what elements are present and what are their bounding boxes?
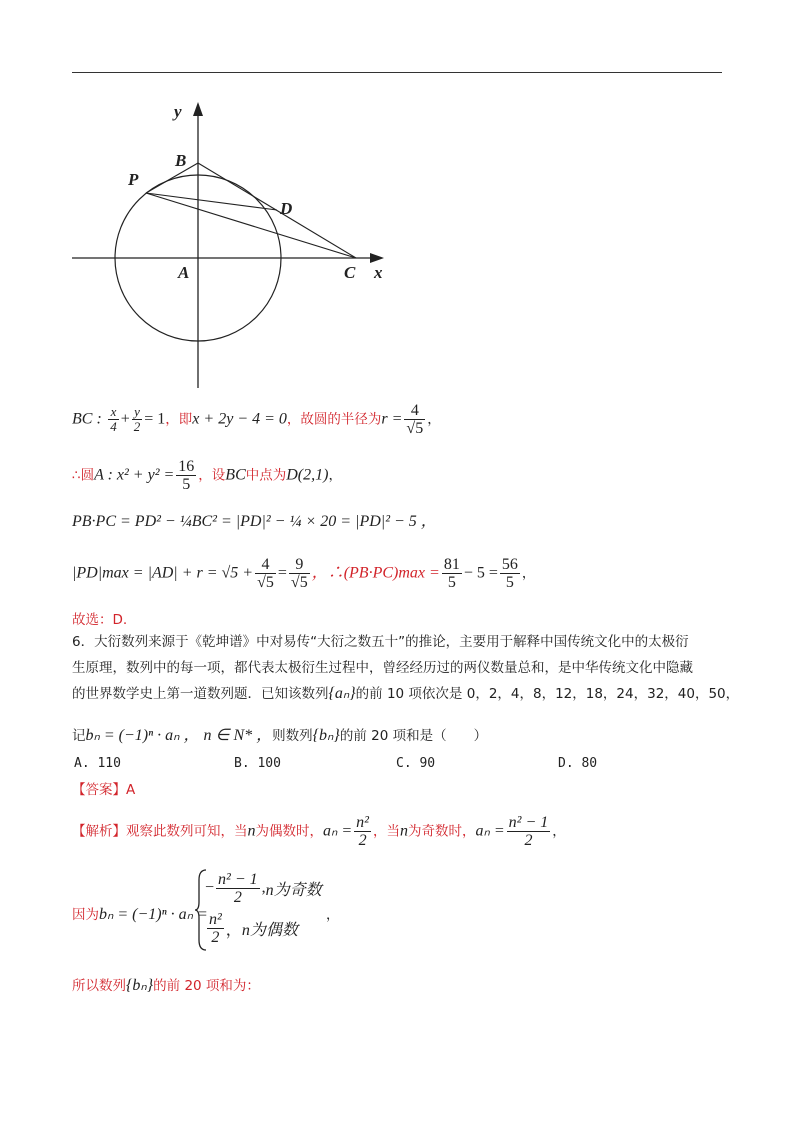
analysis-line: 【解析】观察此数列可知，当n为偶数时，aₙ = $\frac{\text{n²}}{2}$ ，当n为奇数时，aₙ = $\frac{\text{n² − 1}}{2}$ ，: [72, 814, 566, 849]
geometry-figure: [68, 96, 398, 396]
header-rule: [72, 72, 722, 73]
label-y: y: [174, 102, 182, 121]
q6-line3: 的世界数学史上第一道数列题．已知该数列{aₙ}的前 10 项依次是 0，2，4，8，12，18，24，32，40，50，: [72, 685, 740, 702]
label-A: A: [178, 263, 190, 282]
piecewise-comma: ，: [326, 907, 340, 923]
label-B: B: [175, 151, 187, 170]
choice-d: D. 80: [558, 756, 598, 771]
q6-line4: 记bₙ = (−1)ⁿ · aₙ ， n ∈ N* ，则数列{bₙ}的前 20 项和是（ ）: [72, 727, 488, 744]
choice-b: B. 100: [234, 756, 281, 771]
q6-line1: 6．大衍数列来源于《乾坤谱》中对易传“大衍之数五十”的推论，主要用于解释中国传统文化中的太极衍: [72, 634, 689, 650]
label-C: C: [344, 263, 356, 282]
conclusion: 故选：D.: [72, 612, 128, 628]
label-D: D: [280, 199, 293, 218]
answer: 【答案】A: [72, 782, 136, 798]
q6-line2: 生原理，数列中的每一项，都代表太极衍生过程中，曾经经历过的两仪数量总和，是中华传统文化中隐藏: [72, 660, 693, 676]
sum-line: 所以数列{bₙ}的前 20 项和为：: [72, 977, 260, 994]
label-x: x: [374, 263, 383, 282]
label-P: P: [128, 170, 139, 189]
max-line: |PD|max = |AD| + r = √5 + $\frac{4}{√5}$ = $\frac{9}{√5}$ ，∴(PB·PC)max = $\frac{81}{5}$ − 5 = $\frac{56}{5}$ ，: [72, 556, 536, 591]
piecewise: − $\frac{\text{n² − 1}}{2}$ , n为奇数 $\frac{\text{n²}}{2}$ ， n为偶数: [205, 870, 322, 946]
choice-a: A. 110: [74, 756, 121, 771]
circle-line: ∴圆A : x² + y² = $\frac{16}{5}$ ，设BC中点为D(2,1)，: [72, 458, 342, 493]
bc-line: BC : $\frac{x}{4}$ + $\frac{y}{2}$ = 1，即x + 2y − 4 = 0，故圆的半径为r = $\frac{4}{√5}$ ，: [72, 402, 441, 437]
because-line: 因为bₙ = (−1)ⁿ · aₙ =: [72, 906, 208, 923]
choice-c: C. 90: [396, 756, 436, 771]
dot-product-line: PB·PC = PD² − ¼BC² = |PD|² − ¼ × 20 = |PD|² − 5 ，: [72, 513, 437, 530]
